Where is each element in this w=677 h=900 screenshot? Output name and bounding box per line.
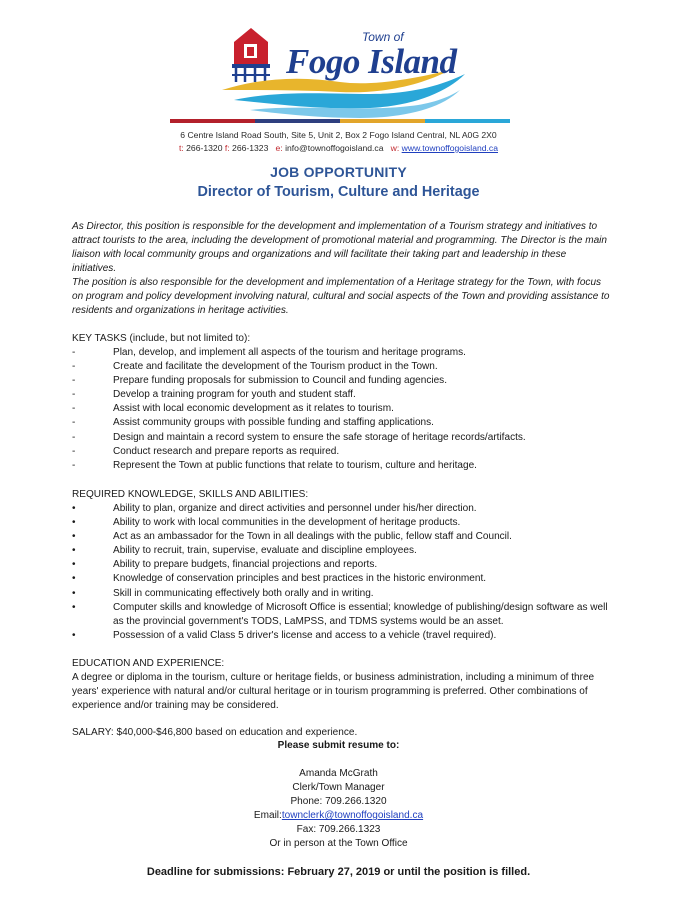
list-marker: • [72,517,76,529]
contact-email-line [0,810,677,821]
contact-name: Amanda McGrath [299,768,378,779]
list-marker: • [72,559,76,571]
color-bar-gold [340,119,425,123]
list-marker: - [72,389,76,401]
list-item-text: Assist with local economic development as it relates to tourism. [113,403,394,415]
skills-list [72,502,617,643]
list-item-text: Create and facilitate the development of the Tourism product in the Town. [113,361,438,373]
list-marker: • [72,503,76,514]
list-item-text: Computer skills and knowledge of Microsoft Office is essential; knowledge of publishing/design software as well as the provincial government's TODS, LaMPSS, and TDMS systems would be an asset. [113,601,608,627]
list-marker: - [72,375,76,387]
contact-role: Clerk/Town Manager [292,782,385,793]
key-task-item [72,459,617,473]
list-marker: • [72,629,76,641]
list-marker: • [72,573,76,585]
list-item-text: Conduct research and prepare reports as required. [113,445,340,457]
skill-item [72,544,617,558]
deadline-text: Deadline for submissions: February 27, 2019 or until the position is filled. [146,866,531,878]
color-bar-red [170,119,255,123]
contact-phone: Phone: 709.266.1320 [290,796,387,807]
list-marker: - [72,347,76,358]
key-task-item [72,431,617,445]
list-item-text: Design and maintain a record system to ensure the safe storage of heritage records/artifacts. [113,431,526,443]
contact-in-person: Or in person at the Town Office [269,838,408,849]
list-marker: - [72,417,76,429]
list-marker: • [72,601,76,613]
fax-label: f: [224,143,230,153]
color-bar-blue [425,119,510,123]
list-item-text: Develop a training program for youth and student staff. [113,389,356,401]
web-label: w: [390,143,400,153]
contact-fax: Fax: 709.266.1323 [296,824,381,835]
contact-email-label: Email: [253,810,282,821]
list-item-text: Skill in communicating effectively both orally and in writing. [113,587,374,599]
skill-item [72,601,617,629]
skill-item [72,502,617,516]
list-item-text: Assist community groups with possible funding and staffing applications. [113,417,434,429]
town-logo [220,20,470,120]
email-label: e: [275,143,283,153]
list-marker: - [72,431,76,443]
key-task-item [72,388,617,402]
job-title-heading: Director of Tourism, Culture and Heritage [197,184,480,200]
list-marker: • [72,531,76,543]
tel-value: 266-1320 [186,143,223,153]
submit-resume-text: Please submit resume to: [277,740,400,751]
list-item-text: Ability to plan, organize and direct activities and personnel under his/her direction. [113,503,477,514]
list-marker: • [72,587,76,599]
email-value: info@townoffogoisland.ca [285,143,384,153]
fax-value: 266-1323 [232,143,269,153]
key-tasks-list [72,346,617,473]
list-item-text: Prepare funding proposals for submission to Council and funding agencies. [113,375,447,387]
education-text: A degree or diploma in the tourism, culture or heritage fields, or business administration, including a minimum of three years' experience with natural and/or cultural heritage or in tourism programming is preferred. Other combinations of experience and/or training may be considered. [72,672,595,712]
education-heading: EDUCATION AND EXPERIENCE: [72,658,225,669]
skill-item [72,629,617,643]
skill-item [72,516,617,530]
list-item-text: Ability to work with local communities in the development of heritage products. [113,517,461,529]
skill-item [72,572,617,586]
list-marker: - [72,403,76,415]
list-item-text: Ability to recruit, train, supervise, evaluate and discipline employees. [113,545,417,557]
salary-text: SALARY: $40,000-$46,800 based on education and experience. [72,727,358,738]
list-marker: • [72,545,76,557]
intro-paragraph-tourism: As Director, this position is responsible for the development and implementation of a Tourism strategy and initiatives to attract tourists to the area, including the development of promotional material and programming. The Director is the main liaison with local community groups and organizations and will facilitate their taking part and leadership in these initiatives. [72,221,607,275]
key-task-item [72,360,617,374]
list-marker: - [72,459,76,471]
letterhead-contact-line [0,143,677,153]
skill-item [72,558,617,572]
key-tasks-heading: KEY TASKS (include, but not limited to): [72,333,251,344]
key-task-item [72,374,617,388]
letterhead-address: 6 Centre Island Road South, Site 5, Unit 2, Box 2 Fogo Island Central, NL A0G 2X0 [180,130,497,140]
list-item-text: Knowledge of conservation principles and best practices in the historic environment. [113,573,487,585]
color-bar-navy [255,119,340,123]
list-item-text: Plan, develop, and implement all aspects of the tourism and heritage programs. [113,347,466,358]
contact-email-link[interactable]: townclerk@townoffogoisland.ca [281,810,424,821]
skill-item [72,530,617,544]
key-task-item [72,416,617,430]
list-item-text: Act as an ambassador for the Town in all dealings with the public, fellow staff and Council. [113,531,512,543]
job-opportunity-heading: JOB OPPORTUNITY [270,164,407,180]
website-link[interactable]: www.townoffogoisland.ca [401,143,498,153]
letterhead-color-bar [170,119,510,123]
list-item-text: Ability to prepare budgets, financial projections and reports. [113,559,378,571]
logo-wordmark: Fogo Island [286,42,457,81]
skill-item [72,587,617,601]
logo-town-of-text: Town of [362,30,404,44]
key-task-item [72,445,617,459]
key-task-item [72,346,617,360]
intro-paragraph-heritage: The position is also responsible for the development and implementation of a Heritage strategy for the Town, with focus on program and policy development involving natural, cultural and social aspects of the Town and providing assistance to residents and organizations in heritage activities. [72,277,610,317]
key-task-item [72,402,617,416]
list-marker: - [72,445,76,457]
list-item-text: Possession of a valid Class 5 driver's license and access to a vehicle (travel required). [113,629,497,641]
skills-heading: REQUIRED KNOWLEDGE, SKILLS AND ABILITIES: [72,489,309,500]
list-marker: - [72,361,76,373]
list-item-text: Represent the Town at public functions that relate to tourism, culture and heritage. [113,459,477,471]
tel-label: t: [178,143,184,153]
